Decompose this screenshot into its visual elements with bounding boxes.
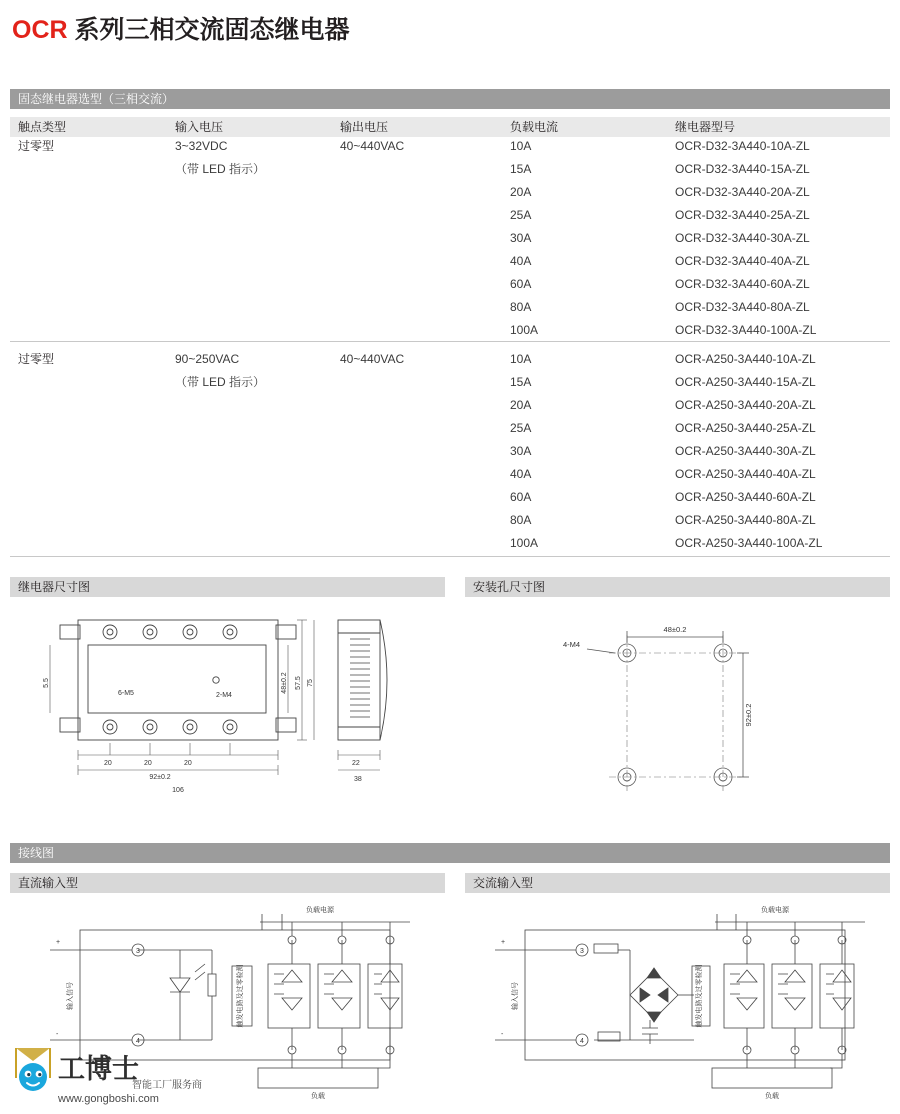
table-row: OCR-A250-3A440-20A-ZL <box>675 398 816 412</box>
table-row: 40A <box>510 467 532 481</box>
table-row: 20A <box>510 185 532 199</box>
table-row: OCR-D32-3A440-100A-ZL <box>675 323 817 337</box>
table-row: 25A <box>510 208 532 222</box>
dim-label-2m4: 2-M4 <box>216 692 232 699</box>
table-row: OCR-A250-3A440-80A-ZL <box>675 513 816 527</box>
table-row: OCR-A250-3A440-100A-ZL <box>675 536 823 550</box>
mount-label-holes: 4-M4 <box>563 640 581 649</box>
table-row: 60A <box>510 277 532 291</box>
table-row: 10A <box>510 352 532 366</box>
label-load-ac: 负载 <box>765 1093 779 1100</box>
table-row: 30A <box>510 444 532 458</box>
table-row: OCR-D32-3A440-80A-ZL <box>675 300 810 314</box>
label-terminal-4: 4 <box>136 1038 140 1045</box>
table-row: OCR-A250-3A440-25A-ZL <box>675 421 816 435</box>
table-row: OCR-D32-3A440-25A-ZL <box>675 208 810 222</box>
relay-dimension-drawing <box>20 605 440 820</box>
wiring-ac-title: 交流输入型 <box>465 873 890 893</box>
dim-label-22: 22 <box>352 760 360 767</box>
site-logo <box>10 1044 210 1106</box>
table-row: 15A <box>510 162 532 176</box>
table-row: OCR-D32-3A440-15A-ZL <box>675 162 810 176</box>
label-minus: - <box>56 1031 59 1038</box>
column-header-input-voltage: 输入电压 <box>175 120 224 134</box>
table-row: OCR-D32-3A440-30A-ZL <box>675 231 810 245</box>
table-row: OCR-D32-3A440-60A-ZL <box>675 277 810 291</box>
label-terminal-3: 3 <box>136 948 140 955</box>
label-load-power-ac: 负载电源 <box>761 907 789 914</box>
dim-label-92: 92±0.2 <box>149 774 171 781</box>
table-row: 80A <box>510 300 532 314</box>
label-terminal-4-ac: 4 <box>580 1038 584 1045</box>
group2-input-voltage: 90~250VAC <box>175 352 240 366</box>
dim-label-5-5: 5.5 <box>43 678 50 688</box>
dim-label-6m5: 6-M5 <box>118 690 134 697</box>
label-input-signal: 输入信号 <box>67 982 74 1010</box>
dim-label-20b: 20 <box>144 760 152 767</box>
mount-dimension-header: 安装孔尺寸图 <box>465 577 890 597</box>
logo-url: www.gongboshi.com <box>58 1093 159 1105</box>
table-row: OCR-D32-3A440-20A-ZL <box>675 185 810 199</box>
table-row: 10A <box>510 139 532 153</box>
table-row: 100A <box>510 536 539 550</box>
table-row: 15A <box>510 375 532 389</box>
table-divider <box>10 556 890 557</box>
group2-contact-type: 过零型 <box>18 352 55 366</box>
label-load: 负载 <box>311 1093 325 1100</box>
table-divider <box>10 341 890 342</box>
label-minus-ac: - <box>501 1031 504 1038</box>
table-row: OCR-A250-3A440-30A-ZL <box>675 444 816 458</box>
group1-input-voltage: 3~32VDC <box>175 139 228 153</box>
relay-dimension-header: 继电器尺寸图 <box>10 577 445 597</box>
table-row: 30A <box>510 231 532 245</box>
mount-label-width: 48±0.2 <box>663 625 687 634</box>
table-row: OCR-D32-3A440-10A-ZL <box>675 139 810 153</box>
table-row: 100A <box>510 323 539 337</box>
table-row: OCR-A250-3A440-15A-ZL <box>675 375 816 389</box>
column-header-load-current: 负载电流 <box>510 120 559 134</box>
page-title-brand: OCR <box>12 16 68 44</box>
table-row: 60A <box>510 490 532 504</box>
table-row: OCR-A250-3A440-40A-ZL <box>675 467 816 481</box>
label-trigger-circuit: 触发电路及过零检测 <box>237 964 244 1028</box>
group2-input-note: （带 LED 指示） <box>175 375 266 389</box>
column-header-output-voltage: 输出电压 <box>340 120 389 134</box>
group1-input-note: （带 LED 指示） <box>175 162 266 176</box>
page-title <box>12 10 350 46</box>
label-plus-ac: + <box>501 939 506 946</box>
group1-output-voltage: 40~440VAC <box>340 139 405 153</box>
selection-column-header-row <box>10 117 890 137</box>
mount-hole-drawing <box>475 605 885 820</box>
table-row: OCR-A250-3A440-60A-ZL <box>675 490 816 504</box>
dim-label-20c: 20 <box>184 760 192 767</box>
logo-mark <box>16 1048 50 1091</box>
group1-contact-type: 过零型 <box>18 139 55 153</box>
table-row: 40A <box>510 254 532 268</box>
wiring-section-header: 接线图 <box>10 843 890 863</box>
wiring-dc-title: 直流输入型 <box>10 873 445 893</box>
dim-label-20a: 20 <box>104 760 112 767</box>
page-title-rest: 系列三相交流固态继电器 <box>74 16 350 44</box>
table-row: 80A <box>510 513 532 527</box>
label-load-power: 负载电源 <box>306 907 334 914</box>
group2-output-voltage: 40~440VAC <box>340 352 405 366</box>
dim-label-575: 57.5 <box>295 676 302 690</box>
selection-section-header: 固态继电器选型（三相交流） <box>10 89 890 109</box>
table-row: 25A <box>510 421 532 435</box>
logo-company-name: 工博士 <box>58 1054 139 1084</box>
column-header-contact-type: 触点类型 <box>18 120 67 134</box>
table-row: OCR-D32-3A440-40A-ZL <box>675 254 810 268</box>
column-header-model: 继电器型号 <box>675 120 736 134</box>
dim-label-48: 48±0.2 <box>281 672 288 694</box>
dim-label-38: 38 <box>354 776 362 783</box>
label-trigger-circuit-ac: 触发电路及过零检测 <box>696 964 703 1028</box>
wiring-diagram-ac <box>470 900 890 1100</box>
label-plus: + <box>56 939 61 946</box>
label-terminal-3-ac: 3 <box>580 948 584 955</box>
dim-label-75: 75 <box>307 679 314 687</box>
logo-subtitle: 智能工厂服务商 <box>132 1080 202 1091</box>
table-row: 20A <box>510 398 532 412</box>
table-row: OCR-A250-3A440-10A-ZL <box>675 352 816 366</box>
mount-label-height: 92±0.2 <box>744 703 753 727</box>
dim-label-106: 106 <box>172 787 184 794</box>
label-input-signal-ac: 输入信号 <box>512 982 519 1010</box>
